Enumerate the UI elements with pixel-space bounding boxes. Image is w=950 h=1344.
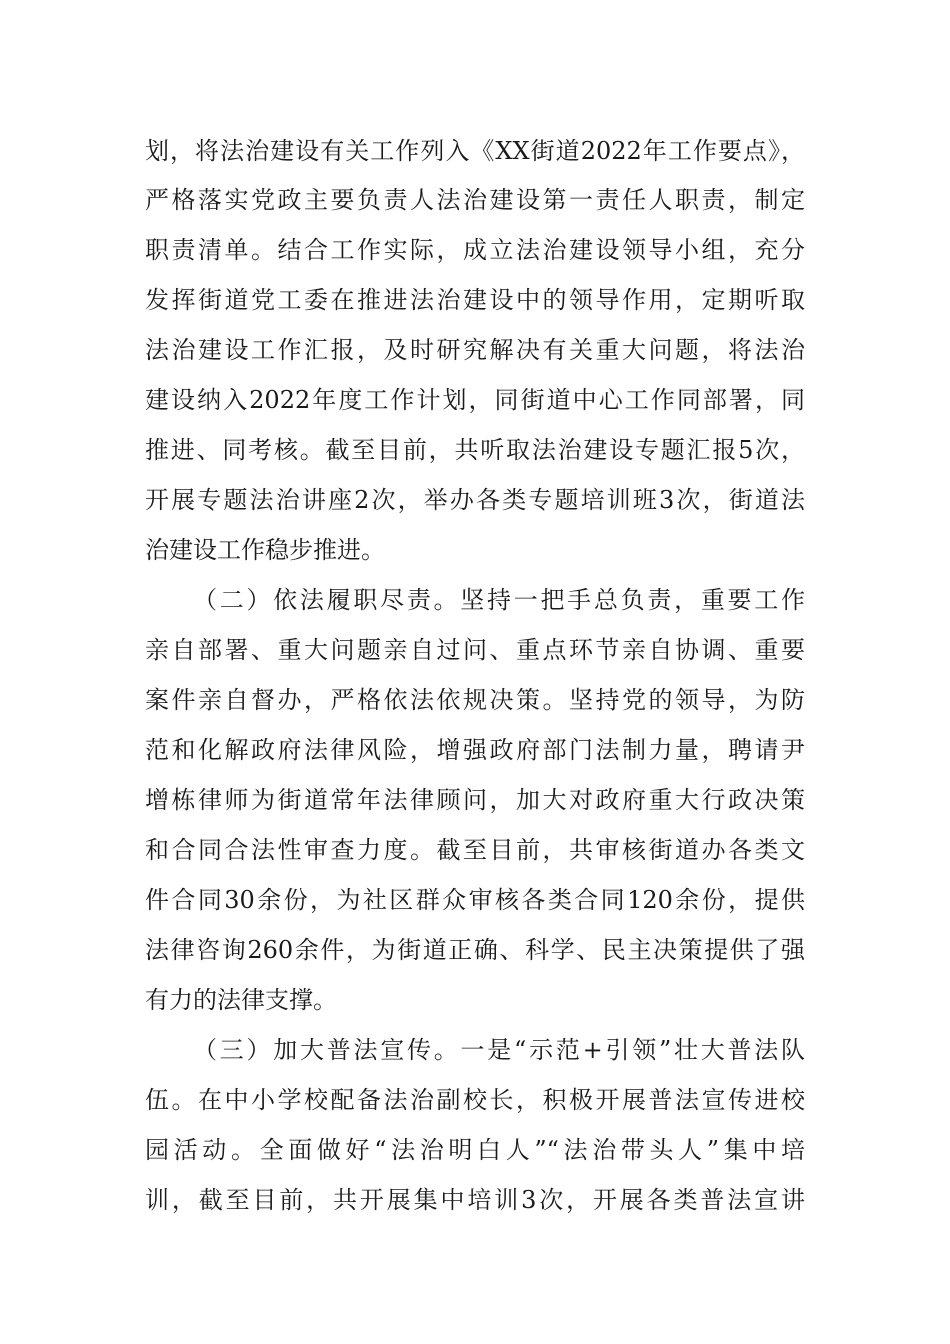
text-line: 建设纳入2022年度工作计划，同街道中心工作同部署，同	[145, 386, 805, 414]
text-line: 亲自部署、重大问题亲自过问、重点环节亲自协调、重要	[145, 636, 805, 664]
text-line: 治建设工作稳步推进。	[145, 536, 385, 564]
text-line: 训，截至目前，共开展集中培训3次，开展各类普法宣讲	[145, 1186, 805, 1214]
text-line: 有力的法律支撑。	[145, 986, 337, 1014]
text-line: 范和化解政府法律风险，增强政府部门法制力量，聘请尹	[145, 736, 805, 764]
text-line: 法治建设工作汇报，及时研究解决有关重大问题，将法治	[145, 336, 805, 364]
text-line: 案件亲自督办，严格依法依规决策。坚持党的领导，为防	[145, 686, 805, 714]
text-line: 严格落实党政主要负责人法治建设第一责任人职责，制定	[145, 186, 805, 214]
text-line: 开展专题法治讲座2次，举办各类专题培训班3次，街道法	[145, 486, 805, 514]
text-line: 和合同合法性审查力度。截至目前，共审核街道办各类文	[145, 836, 805, 864]
text-line: 职责清单。结合工作实际，成立法治建设领导小组，充分	[145, 236, 805, 264]
text-line: 发挥街道党工委在推进法治建设中的领导作用，定期听取	[145, 286, 805, 314]
text-line: 伍。在中小学校配备法治副校长，积极开展普法宣传进校	[145, 1086, 805, 1114]
text-line: 增栋律师为街道常年法律顾问，加大对政府重大行政决策	[145, 786, 805, 814]
paragraph-first-line: （二）依法履职尽责。坚持一把手总负责，重要工作	[193, 586, 805, 614]
text-line: 推进、同考核。截至目前，共听取法治建设专题汇报5次，	[145, 436, 805, 464]
paragraph-first-line: （三）加大普法宣传。一是“示范+引领”壮大普法队	[193, 1036, 805, 1064]
text-line: 法律咨询260余件，为街道正确、科学、民主决策提供了强	[145, 936, 805, 964]
text-line: 园活动。全面做好“法治明白人”“法治带头人”集中培	[145, 1136, 805, 1164]
text-line: 划，将法治建设有关工作列入《XX街道2022年工作要点》，	[145, 137, 805, 165]
text-line: 件合同30余份，为社区群众审核各类合同120余份，提供	[145, 886, 805, 914]
